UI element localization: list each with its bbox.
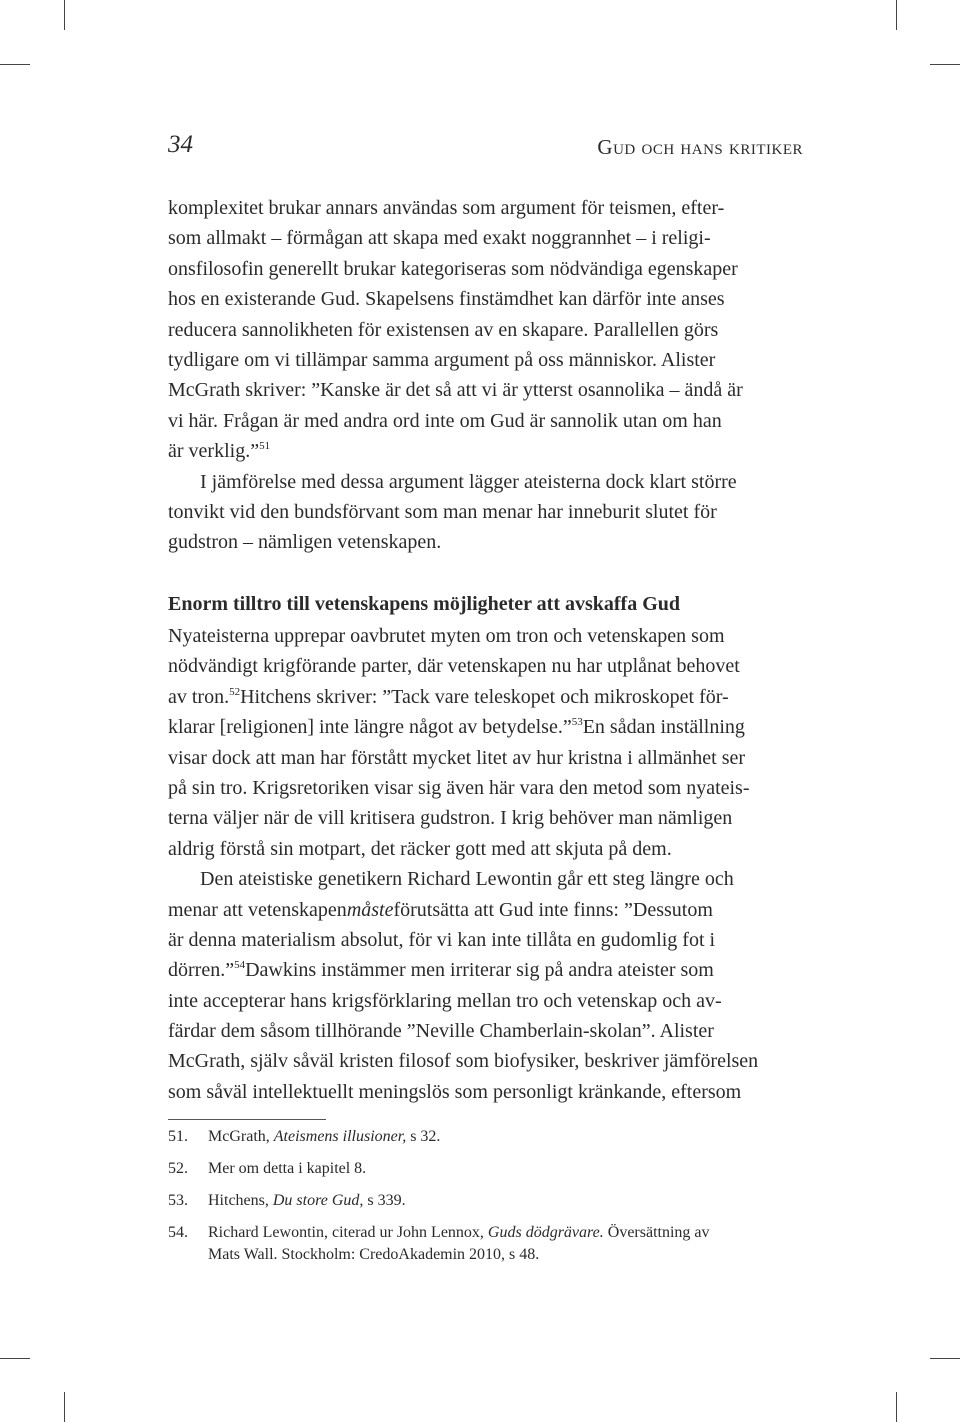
text-line: dörren.”$^{54}$Dawkins instämmer men irriterar sig på andra ateister som bbox=[168, 959, 714, 982]
paragraph-3 bbox=[168, 621, 803, 1107]
text-line: tonvikt vid den bundsförvant som man menar har inneburit slutet för bbox=[168, 500, 717, 523]
footnote-51: 51. McGrath, Ateismens illusioner, s 32. bbox=[168, 1128, 441, 1145]
crop-mark bbox=[0, 1358, 30, 1359]
text-line: färdar dem såsom tillhörande ”Neville Chamberlain-skolan”. Alister bbox=[168, 1020, 714, 1043]
text-line: McGrath, själv såväl kristen filosof som biofysiker, beskriver jämförelsen bbox=[168, 1050, 759, 1073]
text-line: terna väljer när de vill kritisera gudstron. I krig behöver man nämligen bbox=[168, 807, 733, 830]
text-line: nödvändigt krigförande parter, där vetenskapen nu har utplånat behovet bbox=[168, 655, 740, 678]
text-line: är verklig.”$^{51}$ bbox=[168, 440, 271, 463]
text-line: som allmakt – förmågan att skapa med exakt noggrannhet – i religi- bbox=[168, 227, 711, 250]
text-line: komplexitet brukar annars användas som argument för teismen, efter- bbox=[168, 197, 725, 219]
section-heading: Enorm tilltro till vetenskapens möjligheter att avskaffa Gud bbox=[168, 593, 681, 615]
footnotes bbox=[168, 1126, 803, 1276]
page-number: 34 bbox=[168, 131, 193, 158]
footnote-ref-51: 51 bbox=[259, 440, 271, 453]
text-line: klarar [religionen] inte längre något av betydelse.”$^{53}$En sådan inställning bbox=[168, 716, 745, 739]
footnote-ref-52: 52 bbox=[229, 685, 241, 698]
text-line: Nyateisterna upprepar oavbrutet myten om tron och vetenskapen som bbox=[168, 625, 725, 647]
footnote-53: 53. Hitchens, Du store Gud, s 339. bbox=[168, 1192, 406, 1209]
section-heading-container bbox=[168, 587, 803, 621]
running-title: Gud och hans kritiker bbox=[597, 135, 803, 159]
text-line: som såväl intellektuellt meningslös som personligt kränkande, eftersom bbox=[168, 1080, 742, 1103]
crop-mark bbox=[896, 1392, 897, 1422]
crop-mark bbox=[0, 64, 30, 65]
text-line: McGrath skriver: ”Kanske är det så att vi är ytterst osannolika – ändå är bbox=[168, 379, 743, 402]
text-line: hos en existerande Gud. Skapelsens finstämdhet kan därför inte anses bbox=[168, 288, 725, 311]
text-line: onsfilosofin generellt brukar kategoriseras som nödvändiga egenskaper bbox=[168, 257, 738, 280]
footnote-divider bbox=[168, 1119, 326, 1120]
footnote-ref-53: 53 bbox=[571, 716, 583, 729]
text-line: Den ateistiske genetikern Richard Lewontin går ett steg längre och bbox=[200, 868, 734, 891]
footnote-54: 54. Richard Lewontin, citerad ur John Lennox, Guds dödgrävare. Översättning av Mats Wall. Stockholm: CredoAkademin 2010, s 48. bbox=[168, 1224, 710, 1263]
text-line: I jämförelse med dessa argument lägger ateisterna dock klart större bbox=[200, 470, 737, 493]
text-line: visar dock att man har förstått mycket litet av hur kristna i allmänhet ser bbox=[168, 746, 746, 769]
footnote-52: 52. Mer om detta i kapitel 8. bbox=[168, 1160, 367, 1177]
text-line: är denna materialism absolut, för vi kan inte tillåta en gudomlig fot i bbox=[168, 928, 716, 951]
footnote-ref-54: 54 bbox=[234, 959, 246, 972]
text-line: menar att vetenskapenmåsteförutsätta att Gud inte finns: ”Dessutom bbox=[168, 898, 713, 921]
crop-mark bbox=[64, 0, 65, 30]
text-line: reducera sannolikheten för existensen av en skapare. Parallellen görs bbox=[168, 318, 719, 341]
text-line: inte accepterar hans krigsförklaring mellan tro och vetenskap och av- bbox=[168, 989, 722, 1012]
page-header bbox=[168, 131, 803, 167]
text-line: gudstron – nämligen vetenskapen. bbox=[168, 531, 442, 554]
crop-mark bbox=[896, 0, 897, 30]
text-line: aldrig förstå sin motpart, det räcker gott med att skjuta på dem. bbox=[168, 837, 672, 860]
text-line: på sin tro. Krigsretoriken visar sig även här vara den metod som nyateis- bbox=[168, 776, 750, 799]
crop-mark bbox=[64, 1392, 65, 1422]
crop-mark bbox=[930, 64, 960, 65]
text-line: tydligare om vi tillämpar samma argument på oss människor. Alister bbox=[168, 348, 716, 371]
crop-mark bbox=[930, 1358, 960, 1359]
text-line: vi här. Frågan är med andra ord inte om Gud är sannolik utan om han bbox=[168, 409, 722, 432]
paragraph-1 bbox=[168, 193, 803, 558]
text-line: av tron.$^{52}$Hitchens skriver: ”Tack vare teleskopet och mikroskopet för- bbox=[168, 685, 729, 708]
emphasis: måste bbox=[346, 898, 394, 921]
